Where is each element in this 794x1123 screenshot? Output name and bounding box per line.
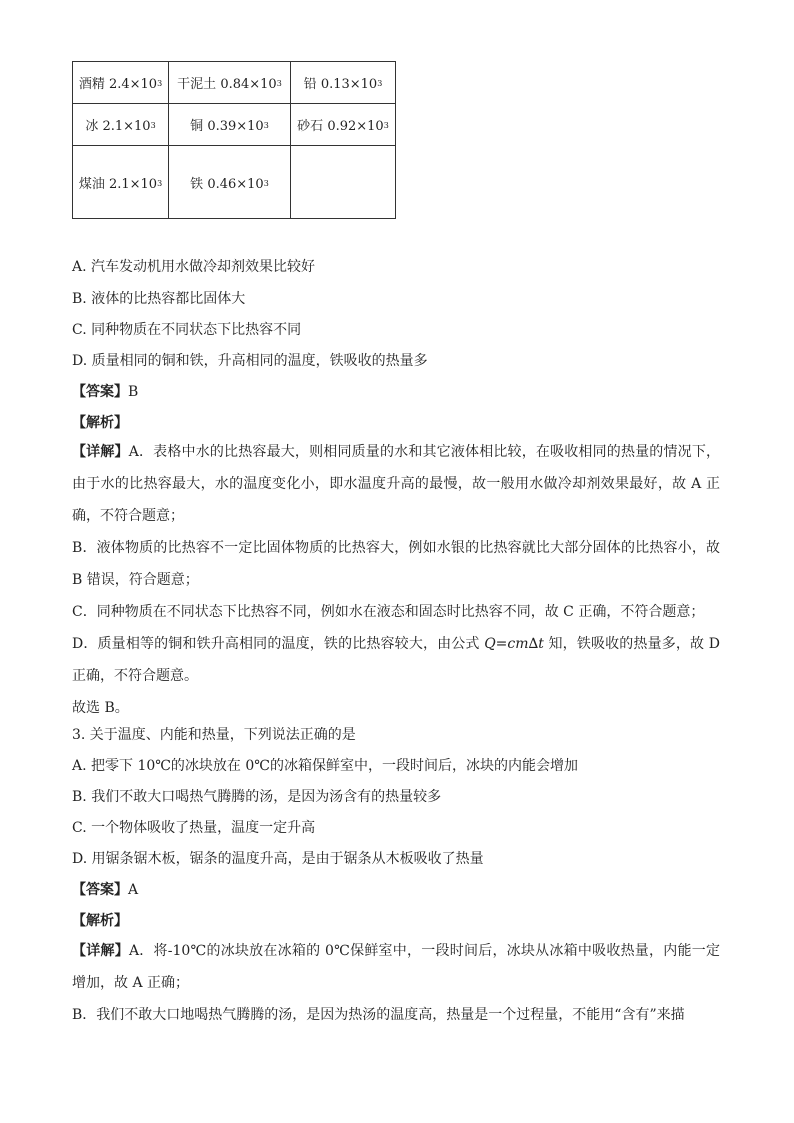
q2-detail-a: 【详解】A．表格中水的比热容最大，则相同质量的水和其它液体相比较，在吸收相同的热量的情况下，由于水的比热容最大，水的温度变化小，即水温度升高的最慢，故一般用水做冷却剂效果最好，故 A 正确，不符合题意； (72, 444, 721, 524)
q3-stem: 3. 关于温度、内能和热量，下列说法正确的是 (72, 727, 356, 743)
q3-detail-b: B．我们不敢大口地喝热气腾腾的汤，是因为热汤的温度高，热量是一个过程量，不能用“含有”来描 (72, 1007, 685, 1023)
table-row (73, 62, 396, 104)
table-cell: 砂石 $0.92\times 10^3$ (291, 104, 396, 146)
q2-detail-d: D．质量相等的铜和铁升高相同的温度，铁的比热容较大，由公式 Q=cm∆t 知，铁吸收的热量多，故 D 正确，不符合题意。 (72, 636, 720, 684)
formula: Q=cm∆t (484, 636, 544, 652)
table-row (73, 146, 396, 219)
q3-option-c: C. 一个物体吸收了热量，温度一定升高 (72, 820, 316, 836)
q2-option-c: C. 同种物质在不同状态下比热容不同 (72, 322, 302, 338)
q2-detail (72, 436, 720, 724)
table-cell: 酒精 $2.4\times 10^3$ (73, 62, 169, 104)
q3-analysis-label: 【解析】 (72, 913, 128, 929)
table-cell: 铁 $0.46\times 10^3$ (169, 146, 291, 219)
table-cell-empty (291, 146, 396, 219)
q3-answer (72, 880, 138, 900)
answer-label: 【答案】 (72, 882, 128, 898)
table-cell: 铅 $0.13\times 10^3$ (291, 62, 396, 104)
q2-conclusion: 故选 B。 (72, 700, 129, 716)
q3-option-a: A. 把零下 10℃的冰块放在 0℃的冰箱保鲜室中，一段时间后，冰块的内能会增加 (72, 758, 578, 774)
q2-answer (72, 382, 138, 402)
q2-option-a: A. 汽车发动机用水做冷却剂效果比较好 (72, 259, 316, 275)
q2-option-b: B. 液体的比热容都比固体大 (72, 291, 246, 307)
table-cell: 煤油 $2.1\times 10^3$ (73, 146, 169, 219)
q2-detail-b: B．液体物质的比热容不一定比固体物质的比热容大，例如水银的比热容就比大部分固体的比热容小，故 B 错误，符合题意； (72, 540, 720, 588)
table-cell: 铜 $0.39\times 10^3$ (169, 104, 291, 146)
answer-value: B (128, 384, 139, 400)
table-cell: 冰 $2.1\times 10^3$ (73, 104, 169, 146)
q2-analysis-label: 【解析】 (72, 415, 128, 431)
table-cell: 干泥土 $0.84\times 10^3$ (169, 62, 291, 104)
q3-detail-a: 【详解】A．将-10℃的冰块放在冰箱的 0℃保鲜室中，一段时间后，冰块从冰箱中吸收热量，内能一定增加，故 A 正确； (72, 943, 720, 991)
q3-option-b: B. 我们不敢大口喝热气腾腾的汤，是因为汤含有的热量较多 (72, 789, 442, 805)
q2-detail-c: C．同种物质在不同状态下比热容不同，例如水在液态和固态时比热容不同，故 C 正确，不符合题意； (72, 604, 705, 620)
q3-option-d: D. 用锯条锯木板，锯条的温度升高，是由于锯条从木板吸收了热量 (72, 851, 484, 867)
q2-option-d: D. 质量相同的铜和铁，升高相同的温度，铁吸收的热量多 (72, 353, 428, 369)
answer-value: A (128, 882, 139, 898)
specific-heat-table (72, 61, 396, 219)
answer-label: 【答案】 (72, 384, 128, 400)
q3-detail (72, 935, 720, 1031)
table-row (73, 104, 396, 146)
